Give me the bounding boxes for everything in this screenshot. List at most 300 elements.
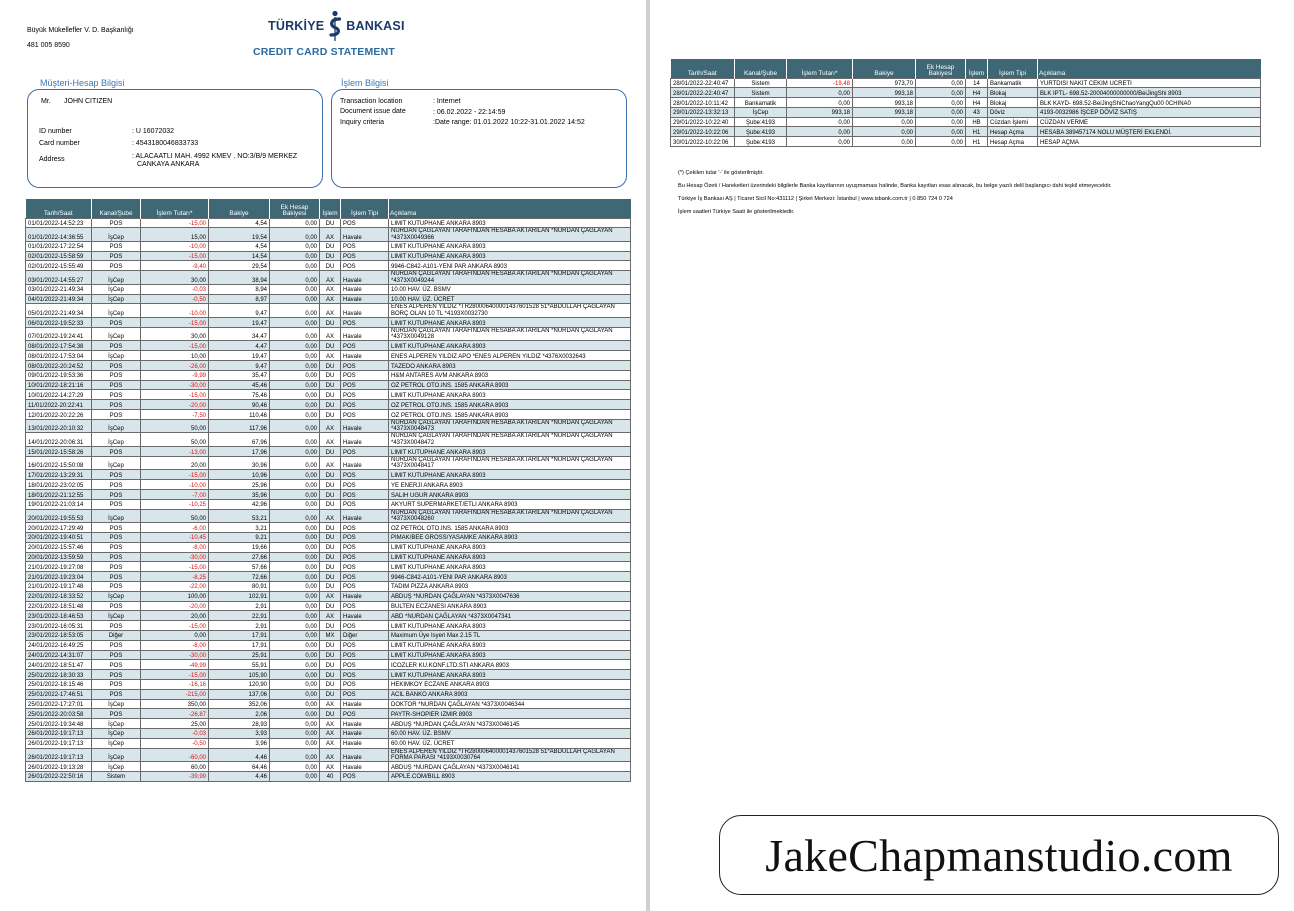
table-row xyxy=(26,670,631,680)
extra-balance-cell: 0,00 xyxy=(916,98,966,108)
extra-balance-cell: 0,00 xyxy=(270,509,320,523)
description-cell: OZ PETROL OTO.INS. 1585 ANKARA 8903 xyxy=(389,400,631,410)
channel-cell: POS xyxy=(92,650,141,660)
channel-cell: Şube:4193 xyxy=(735,137,787,147)
balance-cell: 9,21 xyxy=(209,532,270,542)
balance-cell: 2,06 xyxy=(209,709,270,719)
date-cell: 10/01/2022-18:21:16 xyxy=(26,380,92,390)
type-cell: Bankamatik xyxy=(988,78,1038,88)
balance-cell: 4,46 xyxy=(209,771,270,781)
date-cell: 01/01/2022-14:52:23 xyxy=(26,218,92,228)
date-cell: 22/01/2022-18:33:52 xyxy=(26,591,92,601)
type-cell: Blokaj xyxy=(988,98,1038,108)
amount-cell: 0,00 xyxy=(787,137,853,147)
type-cell: Havale xyxy=(341,433,389,447)
channel-cell: POS xyxy=(92,532,141,542)
description-cell: NURDAN ÇAĞLAYAN TARAFINDAN HESABA AKTARILAN *NURDAN ÇAĞLAYAN *4373X0048417 xyxy=(389,456,631,470)
channel-cell: POS xyxy=(92,241,141,251)
table-header-row xyxy=(671,59,1261,78)
amount-cell: 0,00 xyxy=(787,127,853,137)
date-cell: 29/01/2022-10:22:40 xyxy=(671,117,735,127)
bank-name-right: BANKASI xyxy=(346,19,405,33)
code-cell: DU xyxy=(320,390,341,400)
amount-cell: 0,00 xyxy=(787,117,853,127)
type-cell: POS xyxy=(341,241,389,251)
channel-cell: POS xyxy=(92,709,141,719)
extra-balance-cell: 0,00 xyxy=(270,542,320,552)
type-cell: Havale xyxy=(341,728,389,738)
balance-cell: 34,47 xyxy=(209,327,270,341)
code-cell: DU xyxy=(320,552,341,562)
issue-date-value: : 06.02.2022 - 22:14:59 xyxy=(433,109,506,116)
id-label: ID number xyxy=(39,128,72,135)
col-header-amount: İşlem Tutarı* xyxy=(787,59,853,78)
table-row xyxy=(26,572,631,582)
description-cell: 9946-C842-A101-YENI PAR ANKARA 8903 xyxy=(389,572,631,582)
description-cell: LIMIT KUTUPHANE ANKARA 8903 xyxy=(389,318,631,328)
channel-cell: İşCep xyxy=(92,304,141,318)
code-cell: DU xyxy=(320,361,341,371)
balance-cell: 45,46 xyxy=(209,380,270,390)
amount-cell: -30,00 xyxy=(141,380,209,390)
location-label: Transaction location xyxy=(340,98,403,105)
type-cell: POS xyxy=(341,650,389,660)
balance-cell: 17,91 xyxy=(209,640,270,650)
balance-cell: 55,91 xyxy=(209,660,270,670)
description-cell: PIMAK/BEE GROSS/YASAMKE ANKARA 8903 xyxy=(389,532,631,542)
amount-cell: -10,25 xyxy=(141,499,209,509)
date-cell: 19/01/2022-21:03:14 xyxy=(26,499,92,509)
balance-cell: 9,47 xyxy=(209,361,270,371)
description-cell: LIMIT KUTUPHANE ANKARA 8903 xyxy=(389,670,631,680)
date-cell: 29/01/2022-10:22:06 xyxy=(671,127,735,137)
col-header-type: İşlem Tipi xyxy=(341,199,389,218)
channel-cell: İşCep xyxy=(92,699,141,709)
amount-cell: -15,00 xyxy=(141,621,209,631)
table-row xyxy=(26,640,631,650)
channel-cell: Diğer xyxy=(92,630,141,640)
table-row xyxy=(26,771,631,781)
type-cell: POS xyxy=(341,499,389,509)
type-cell: Havale xyxy=(341,762,389,772)
table-header-row xyxy=(26,199,631,218)
extra-balance-cell: 0,00 xyxy=(916,127,966,137)
code-cell: DU xyxy=(320,640,341,650)
description-cell: NURDAN ÇAĞLAYAN TARAFINDAN HESABA AKTARILAN *NURDAN ÇAĞLAYAN *4373X0049128 xyxy=(389,327,631,341)
date-cell: 25/01/2022-17:27:01 xyxy=(26,699,92,709)
date-cell: 11/01/2022-20:22:41 xyxy=(26,400,92,410)
date-cell: 25/01/2022-19:34:48 xyxy=(26,719,92,729)
col-header-extra-balance: Ek Hesap Bakiyesi xyxy=(916,59,966,78)
balance-cell: 3,93 xyxy=(209,728,270,738)
channel-cell: Sistem xyxy=(92,771,141,781)
amount-cell: -0,50 xyxy=(141,738,209,748)
type-cell: Havale xyxy=(341,509,389,523)
extra-balance-cell: 0,00 xyxy=(270,621,320,631)
col-header-amount: İşlem Tutarı* xyxy=(141,199,209,218)
description-cell: LIMIT KUTUPHANE ANKARA 8903 xyxy=(389,650,631,660)
type-cell: Havale xyxy=(341,719,389,729)
amount-cell: -15,00 xyxy=(141,251,209,261)
code-cell: DU xyxy=(320,660,341,670)
amount-cell: -15,00 xyxy=(141,341,209,351)
balance-cell: 42,96 xyxy=(209,499,270,509)
channel-cell: Bankamatik xyxy=(735,98,787,108)
type-cell: Hesap Açma xyxy=(988,127,1038,137)
extra-balance-cell: 0,00 xyxy=(270,361,320,371)
type-cell: POS xyxy=(341,490,389,500)
balance-cell: 3,21 xyxy=(209,523,270,533)
code-cell: AX xyxy=(320,284,341,294)
date-cell: 02/01/2022-15:55:49 xyxy=(26,261,92,271)
table-row xyxy=(26,228,631,242)
extra-balance-cell: 0,00 xyxy=(270,650,320,660)
description-cell: ENES ALPEREN YILDIZ *TR280006400001437601528 51*ABDULLAH ÇAĞLAYAN FORMA PARASI *4193X0030764 xyxy=(389,748,631,762)
channel-cell: POS xyxy=(92,523,141,533)
col-header-balance: Bakiye xyxy=(209,199,270,218)
date-cell: 20/01/2022-19:55:53 xyxy=(26,509,92,523)
code-cell: AX xyxy=(320,433,341,447)
type-cell: Döviz xyxy=(988,107,1038,117)
amount-cell: -20,00 xyxy=(141,400,209,410)
date-cell: 24/01/2022-14:31:07 xyxy=(26,650,92,660)
description-cell: NURDAN ÇAĞLAYAN TARAFINDAN HESABA AKTARILAN *NURDAN ÇAĞLAYAN *4373X0048473 xyxy=(389,419,631,433)
date-cell: 23/01/2022-16:05:31 xyxy=(26,621,92,631)
extra-balance-cell: 0,00 xyxy=(916,137,966,147)
channel-cell: POS xyxy=(92,552,141,562)
table-row xyxy=(26,456,631,470)
date-cell: 14/01/2022-20:06:31 xyxy=(26,433,92,447)
watermark-banner xyxy=(719,815,1279,895)
date-cell: 21/01/2022-19:17:48 xyxy=(26,581,92,591)
date-cell: 21/01/2022-19:23:04 xyxy=(26,572,92,582)
extra-balance-cell: 0,00 xyxy=(270,572,320,582)
col-header-channel: Kanal/Şube xyxy=(735,59,787,78)
type-cell: POS xyxy=(341,470,389,480)
amount-cell: -26,00 xyxy=(141,361,209,371)
channel-cell: POS xyxy=(92,562,141,572)
footnote-sign: (*) Çekilen tutar '-' ile gösterilmiştir. xyxy=(678,170,764,176)
amount-cell: -8,00 xyxy=(141,542,209,552)
channel-cell: İşCep xyxy=(92,271,141,285)
table-row xyxy=(26,490,631,500)
bank-logo xyxy=(268,10,405,42)
table-row xyxy=(26,509,631,523)
amount-cell: -0,03 xyxy=(141,728,209,738)
balance-cell: 35,96 xyxy=(209,490,270,500)
table-row xyxy=(26,251,631,261)
extra-balance-cell: 0,00 xyxy=(270,380,320,390)
date-cell: 09/01/2022-19:53:36 xyxy=(26,370,92,380)
balance-cell: 9,47 xyxy=(209,304,270,318)
code-cell: DU xyxy=(320,572,341,582)
date-cell: 25/01/2022-18:15:46 xyxy=(26,679,92,689)
code-cell: DU xyxy=(320,621,341,631)
code-cell: AX xyxy=(320,719,341,729)
date-cell: 24/01/2022-16:49:25 xyxy=(26,640,92,650)
extra-balance-cell: 0,00 xyxy=(270,490,320,500)
code-cell: DU xyxy=(320,470,341,480)
amount-cell: -20,00 xyxy=(141,601,209,611)
table-row xyxy=(26,327,631,341)
description-cell: LIMIT KUTUPHANE ANKARA 8903 xyxy=(389,562,631,572)
amount-cell: -22,00 xyxy=(141,581,209,591)
description-cell: ABD *NURDAN ÇAĞLAYAN *4373X0047341 xyxy=(389,611,631,621)
table-row xyxy=(671,137,1261,147)
balance-cell: 0,00 xyxy=(853,117,916,127)
date-cell: 20/01/2022-13:59:59 xyxy=(26,552,92,562)
description-cell: ENES ALPEREN YILDIZ *TR280006400001437601528 51*ABDULLAH ÇAĞLAYAN BORÇ OLAN 10 TL *4193X0032730 xyxy=(389,304,631,318)
channel-cell: İşCep xyxy=(735,107,787,117)
type-cell: Havale xyxy=(341,699,389,709)
table-row xyxy=(671,127,1261,137)
code-cell: DU xyxy=(320,562,341,572)
extra-balance-cell: 0,00 xyxy=(270,611,320,621)
channel-cell: POS xyxy=(92,380,141,390)
balance-cell: 4,46 xyxy=(209,748,270,762)
extra-balance-cell: 0,00 xyxy=(270,771,320,781)
date-cell: 30/01/2022-10:22:06 xyxy=(671,137,735,147)
date-cell: 25/01/2022-18:30:33 xyxy=(26,670,92,680)
extra-balance-cell: 0,00 xyxy=(916,107,966,117)
channel-cell: İşCep xyxy=(92,509,141,523)
type-cell: Cüzdan İşlemi xyxy=(988,117,1038,127)
footnote-timezone: İşlem saatleri Türkiye Saati ile gösterilmektedir. xyxy=(678,209,795,215)
balance-cell: 105,90 xyxy=(209,670,270,680)
type-cell: POS xyxy=(341,621,389,631)
date-cell: 21/01/2022-19:27:08 xyxy=(26,562,92,572)
channel-cell: Sistem xyxy=(735,88,787,98)
extra-balance-cell: 0,00 xyxy=(270,591,320,601)
description-cell: ICOZLER KU.KONF.LTD.STI ANKARA 8903 xyxy=(389,660,631,670)
table-row xyxy=(26,689,631,699)
channel-cell: İşCep xyxy=(92,419,141,433)
date-cell: 25/01/2022-17:46:51 xyxy=(26,689,92,699)
type-cell: POS xyxy=(341,670,389,680)
type-cell: POS xyxy=(341,400,389,410)
type-cell: POS xyxy=(341,380,389,390)
table-row xyxy=(671,88,1261,98)
description-cell: BLK KAYD- 698.52-BeiJingShiChaoYangQu00 0CHINA0 xyxy=(1038,98,1261,108)
balance-cell: 19,47 xyxy=(209,318,270,328)
type-cell: POS xyxy=(341,640,389,650)
extra-balance-cell: 0,00 xyxy=(270,400,320,410)
table-row xyxy=(26,621,631,631)
amount-cell: 60,00 xyxy=(141,762,209,772)
channel-cell: İşCep xyxy=(92,591,141,601)
channel-cell: İşCep xyxy=(92,433,141,447)
date-cell: 26/01/2022-19:17:13 xyxy=(26,748,92,762)
code-cell: AX xyxy=(320,271,341,285)
balance-cell: 38,94 xyxy=(209,271,270,285)
amount-cell: -7,50 xyxy=(141,410,209,420)
extra-balance-cell: 0,00 xyxy=(270,670,320,680)
balance-cell: 22,91 xyxy=(209,611,270,621)
amount-cell: -15,00 xyxy=(141,562,209,572)
table-row xyxy=(26,679,631,689)
balance-cell: 8,97 xyxy=(209,294,270,304)
channel-cell: POS xyxy=(92,581,141,591)
code-cell: DU xyxy=(320,318,341,328)
balance-cell: 102,91 xyxy=(209,591,270,601)
extra-balance-cell: 0,00 xyxy=(270,640,320,650)
extra-balance-cell: 0,00 xyxy=(270,709,320,719)
code-cell: DU xyxy=(320,601,341,611)
description-cell: LIMIT KUTUPHANE ANKARA 8903 xyxy=(389,390,631,400)
description-cell: 4193-0032986 İŞCEP DÖVİZ SATIŞ xyxy=(1038,107,1261,117)
channel-cell: POS xyxy=(92,490,141,500)
date-cell: 20/01/2022-15:57:46 xyxy=(26,542,92,552)
code-cell: AX xyxy=(320,699,341,709)
type-cell: Blokaj xyxy=(988,88,1038,98)
extra-balance-cell: 0,00 xyxy=(270,728,320,738)
table-row xyxy=(671,117,1261,127)
description-cell: TAZEDO ANKARA 8903 xyxy=(389,361,631,371)
code-cell: DU xyxy=(320,447,341,457)
extra-balance-cell: 0,00 xyxy=(270,562,320,572)
amount-cell: 100,00 xyxy=(141,591,209,601)
type-cell: POS xyxy=(341,562,389,572)
code-cell: AX xyxy=(320,327,341,341)
code-cell: DU xyxy=(320,542,341,552)
code-cell: DU xyxy=(320,689,341,699)
amount-cell: -8,25 xyxy=(141,572,209,582)
balance-cell: 19,47 xyxy=(209,351,270,361)
balance-cell: 993,18 xyxy=(853,107,916,117)
date-cell: 26/01/2022-19:17:13 xyxy=(26,738,92,748)
table-row xyxy=(26,390,631,400)
date-cell: 18/01/2022-23:02:05 xyxy=(26,480,92,490)
table-row xyxy=(26,728,631,738)
table-row xyxy=(26,650,631,660)
description-cell: 10.00 HAV. ÜZ. BSMV xyxy=(389,284,631,294)
extra-balance-cell: 0,00 xyxy=(270,552,320,562)
extra-balance-cell: 0,00 xyxy=(916,78,966,88)
amount-cell: -7,00 xyxy=(141,490,209,500)
code-cell: DU xyxy=(320,480,341,490)
balance-cell: 64,46 xyxy=(209,762,270,772)
balance-cell: 80,91 xyxy=(209,581,270,591)
date-cell: 08/01/2022-17:54:38 xyxy=(26,341,92,351)
code-cell: DU xyxy=(320,241,341,251)
description-cell: HEKIMKOY ECZANE ANKARA 8903 xyxy=(389,679,631,689)
channel-cell: POS xyxy=(92,390,141,400)
table-row xyxy=(26,294,631,304)
extra-balance-cell: 0,00 xyxy=(270,241,320,251)
channel-cell: İşCep xyxy=(92,728,141,738)
amount-cell: 350,00 xyxy=(141,699,209,709)
table-row xyxy=(26,523,631,533)
code-cell: AX xyxy=(320,748,341,762)
description-cell: PAYTR-SHOPIER IZMIR 8903 xyxy=(389,709,631,719)
table-row xyxy=(26,660,631,670)
extra-balance-cell: 0,00 xyxy=(270,390,320,400)
extra-balance-cell: 0,00 xyxy=(270,284,320,294)
type-cell: POS xyxy=(341,523,389,533)
amount-cell: 30,00 xyxy=(141,271,209,285)
table-row xyxy=(26,542,631,552)
date-cell: 10/01/2022-14:27:29 xyxy=(26,390,92,400)
balance-cell: 17,91 xyxy=(209,630,270,640)
channel-cell: POS xyxy=(92,670,141,680)
description-cell: LIMIT KUTUPHANE ANKARA 8903 xyxy=(389,470,631,480)
channel-cell: POS xyxy=(92,480,141,490)
description-cell: LIMIT KUTUPHANE ANKARA 8903 xyxy=(389,218,631,228)
channel-cell: POS xyxy=(92,251,141,261)
balance-cell: 72,66 xyxy=(209,572,270,582)
channel-cell: POS xyxy=(92,447,141,457)
extra-balance-cell: 0,00 xyxy=(270,370,320,380)
col-header-code: İşlem xyxy=(966,59,988,78)
channel-cell: İşCep xyxy=(92,611,141,621)
table-row xyxy=(26,271,631,285)
date-cell: 13/01/2022-20:10:32 xyxy=(26,419,92,433)
date-cell: 03/01/2022-21:49:34 xyxy=(26,284,92,294)
balance-cell: 993,18 xyxy=(853,98,916,108)
balance-cell: 28,93 xyxy=(209,719,270,729)
code-cell: AX xyxy=(320,351,341,361)
code-cell: DU xyxy=(320,218,341,228)
type-cell: Havale xyxy=(341,294,389,304)
transactions-table-page-1 xyxy=(25,199,631,782)
amount-cell: -215,00 xyxy=(141,689,209,699)
channel-cell: İşCep xyxy=(92,456,141,470)
table-row xyxy=(26,630,631,640)
channel-cell: İşCep xyxy=(92,719,141,729)
code-cell: DU xyxy=(320,341,341,351)
table-row xyxy=(26,552,631,562)
amount-cell: -8,00 xyxy=(141,640,209,650)
description-cell: APPLE.COM/BILL 8903 xyxy=(389,771,631,781)
amount-cell: 0,00 xyxy=(787,88,853,98)
extra-balance-cell: 0,00 xyxy=(270,679,320,689)
description-cell: TADIM PIZZA ANKARA 8903 xyxy=(389,581,631,591)
date-cell: 17/01/2022-13:29:31 xyxy=(26,470,92,480)
channel-cell: POS xyxy=(92,572,141,582)
table-row xyxy=(26,470,631,480)
table-row xyxy=(26,318,631,328)
table-row xyxy=(26,400,631,410)
col-header-description: Açıklama xyxy=(389,199,631,218)
amount-cell: -10,00 xyxy=(141,304,209,318)
type-cell: POS xyxy=(341,261,389,271)
amount-cell: -15,00 xyxy=(141,390,209,400)
table-row xyxy=(26,532,631,542)
type-cell: Havale xyxy=(341,419,389,433)
date-cell: 23/01/2022-18:53:05 xyxy=(26,630,92,640)
col-header-type: İşlem Tipi xyxy=(988,59,1038,78)
code-cell: AX xyxy=(320,304,341,318)
balance-cell: 19,66 xyxy=(209,542,270,552)
balance-cell: 14,54 xyxy=(209,251,270,261)
statement-title: CREDIT CARD STATEMENT xyxy=(252,46,396,58)
description-cell: LIMIT KUTUPHANE ANKARA 8903 xyxy=(389,341,631,351)
description-cell: HESAP AÇMA xyxy=(1038,137,1261,147)
isbank-logo-icon xyxy=(326,10,344,42)
amount-cell: -0,03 xyxy=(141,284,209,294)
description-cell: OZ PETROL OTO.INS. 1585 ANKARA 8903 xyxy=(389,410,631,420)
card-value: : 4543180046833733 xyxy=(132,140,199,147)
date-cell: 29/01/2022-13:32:13 xyxy=(671,107,735,117)
channel-cell: İşCep xyxy=(92,351,141,361)
table-row xyxy=(26,351,631,361)
balance-cell: 110,46 xyxy=(209,410,270,420)
amount-cell: -30,00 xyxy=(141,552,209,562)
extra-balance-cell: 0,00 xyxy=(916,88,966,98)
description-cell: BULTEN ECZANESI ANKARA 8903 xyxy=(389,601,631,611)
customer-name-prefix: Mr. xyxy=(41,98,51,105)
description-cell: NURDAN ÇAĞLAYAN TARAFINDAN HESABA AKTARILAN *NURDAN ÇAĞLAYAN *4373X0049366 xyxy=(389,228,631,242)
